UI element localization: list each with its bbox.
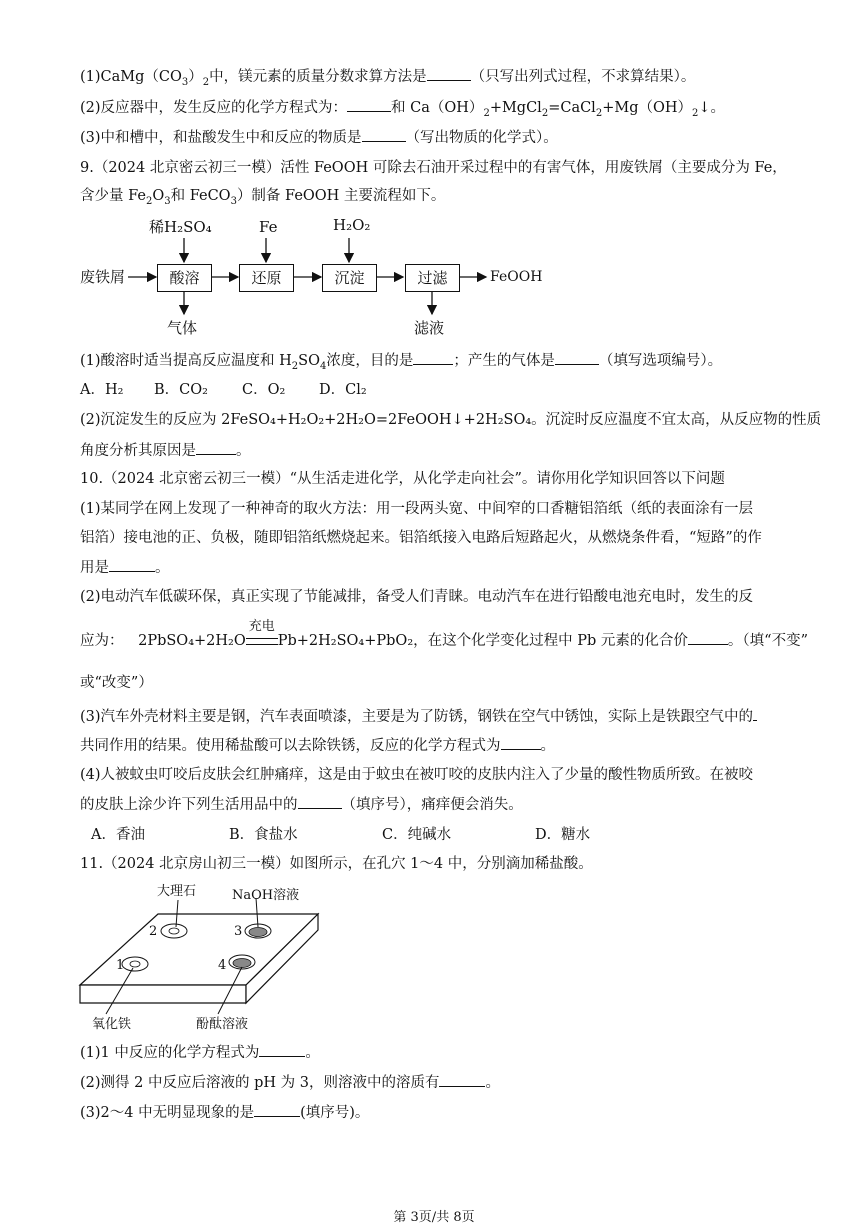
answer-blank[interactable] [413, 350, 453, 365]
q11-part1: (1)1 中反应的化学方程式为 。 [80, 1042, 320, 1063]
q9-option-d: D．Cl₂ [319, 382, 367, 398]
q10-part4-line1: (4)人被蚊虫叮咬后皮肤会红肿痛痒，这是由于蚊虫在被叮咬的皮肤内注入了少量的酸性物质所致。在被咬 [80, 767, 754, 783]
answer-blank[interactable] [501, 735, 541, 750]
equation-condition: 充电 [248, 619, 275, 634]
well-1-solid [130, 961, 140, 967]
flow-step-precipitate: 沉淀 [322, 264, 377, 292]
answer-blank[interactable] [347, 97, 391, 112]
well-2-solid [169, 928, 179, 934]
q10-part3-line2: 共同作用的结果。使用稀盐酸可以去除铁锈，反应的化学方程式为 。 [80, 735, 555, 756]
flow-start-label: 废铁屑 [80, 268, 126, 286]
q11-intro: 11.（2024 北京房山初三一模）如图所示，在孔穴 1～4 中，分别滴加稀盐酸。 [80, 856, 593, 872]
q10-intro: 10.（2024 北京密云初三一模）“从生活走进化学，从化学走向社会”。请你用化学知识回答以下问题 [80, 471, 725, 487]
plate-front [80, 985, 246, 1003]
q9-part2-line2: 角度分析其原因是 。 [80, 440, 251, 461]
answer-blank[interactable] [439, 1072, 485, 1087]
answer-blank[interactable] [688, 630, 728, 645]
flow-gas-label: 气体 [167, 319, 198, 337]
q8-part1: $(1)CaMg(CO_3)_2$中，镁元素的质量分数求算方法是 （只写出列式过程，不求算结果）。 [80, 66, 695, 93]
q10-part3-line1: (3)汽车外壳材料主要是钢，汽车表面喷漆，主要是为了防锈，钢铁在空气中锈蚀，实际上是铁跟空气中的 [80, 706, 757, 727]
q11-part3: (3)2～4 中无明显现象的是 (填序号)。 [80, 1102, 369, 1123]
well-3-liquid [249, 928, 267, 937]
flow-step-reduce: 还原 [239, 264, 294, 292]
q10-option-b: B．食盐水 [229, 827, 298, 843]
label-iron-oxide: 氧化铁 [92, 1017, 132, 1032]
q9-intro-line2: 含少量 $Fe_2O_3$和 FeCO$_3$）制备 FeOOH 主要流程如下。 [80, 188, 446, 207]
answer-blank[interactable] [254, 1102, 300, 1117]
equals-sign [246, 638, 278, 645]
page-footer: 第 3页/共 8页 [393, 1210, 475, 1225]
q8-part3: (3)中和槽中，和盐酸发生中和反应的物质是 （写出物质的化学式）。 [80, 127, 558, 148]
flow-fe-label: Fe [259, 218, 278, 236]
q10-option-c: C．纯碱水 [382, 827, 452, 843]
q10-option-d: D．糖水 [535, 827, 591, 843]
q9-option-a: A．H₂ [80, 382, 124, 398]
q10-part1-line2: 铝箔）接电池的正、负极，随即铝箔纸燃烧起来。铝箔纸接入电路后短路起火，从燃烧条件看，“短路”的作 [80, 530, 762, 546]
q10-part2-line2: 应为： 2PbSO₄+2H₂O 充电 Pb+2H₂SO₄+PbO₂，在这个化学变化过程中 Pb 元素的化合价 。（填“不变” [80, 619, 808, 649]
q10-part4-line2: 的皮肤上涂少许下列生活用品中的 （填序号），痛痒便会消失。 [80, 794, 523, 815]
q9-intro-line1: 9.（2024 北京密云初三一模）活性 FeOOH 可除去石油开采过程中的有害气体，用废铁屑（主要成分为 Fe， [80, 160, 787, 176]
flow-step-acid-dissolve: 酸溶 [157, 264, 212, 292]
answer-blank[interactable] [259, 1042, 305, 1057]
q10-part2-line1: (2)电动汽车低碳环保，真正实现了节能减排，备受人们青睐。电动汽车在进行铅酸电池充电时，发生的反 [80, 589, 754, 605]
q9-option-c: C．O₂ [242, 382, 286, 398]
q10-part1-line1: (1)某同学在网上发现了一种神奇的取火方法：用一段两头宽、中间窄的口香糖铝箔纸（纸的表面涂有一层 [80, 501, 754, 517]
answer-blank[interactable] [362, 127, 406, 142]
label-well-2: 2 [149, 924, 158, 939]
flow-product-label: FeOOH [490, 269, 543, 285]
flow-acid-label: 稀H₂SO₄ [149, 218, 212, 236]
q11-part2: (2)测得 2 中反应后溶液的 pH 为 3，则溶液中的溶质有 。 [80, 1072, 500, 1093]
flow-step-filter: 过滤 [405, 264, 460, 292]
q10-part2-line3: 或“改变”） [80, 675, 153, 691]
label-naoh: NaOH溶液 [232, 888, 300, 903]
answer-blank[interactable] [109, 557, 155, 572]
flow-h2o2-label: H₂O₂ [333, 216, 371, 234]
charging-equation: 2PbSO₄+2H₂O 充电 Pb+2H₂SO₄+PbO₂ [138, 619, 414, 649]
answer-blank[interactable] [196, 440, 236, 455]
well-4-liquid [233, 959, 251, 968]
q8-part2: (2)反应器中，发生反应的化学方程式为： 和 $Ca(OH)_2+MgCl_2=CaCl_2+Mg(OH)_2↓$。 [80, 97, 725, 124]
label-well-1: 1 [116, 958, 125, 973]
answer-blank[interactable] [427, 66, 471, 81]
answer-blank[interactable] [298, 794, 342, 809]
label-marble: 大理石 [157, 884, 197, 899]
q10-option-a: A．香油 [91, 827, 145, 843]
answer-blank[interactable] [555, 350, 599, 365]
q9-part2-line1: (2)沉淀发生的反应为 2FeSO₄+H₂O₂+2H₂O=2FeOOH↓+2H₂SO₄。沉淀时反应温度不宜太高，从反应物的性质 [80, 412, 822, 428]
label-phenolphthalein: 酚酞溶液 [196, 1017, 249, 1032]
q9-part1: (1)酸溶时适当提高反应温度和 $H_2SO_4$浓度，目的是 ；产生的气体是 （填写选项编号）。 [80, 350, 722, 377]
answer-blank[interactable] [753, 706, 757, 721]
q9-option-b: B．CO₂ [154, 382, 208, 398]
label-well-4: 4 [218, 958, 227, 973]
label-well-3: 3 [234, 924, 243, 939]
flow-filtrate-label: 滤液 [414, 319, 445, 337]
q10-part1-line3: 用是 。 [80, 557, 170, 578]
